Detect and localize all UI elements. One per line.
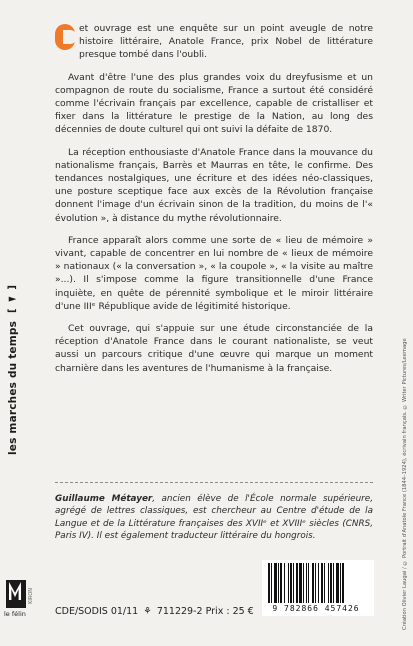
blurb-paragraph: et ouvrage est une enquête sur un point aveugle de notre histoire littéraire, Anatole France, prix Nobel de littérature presque tombé dans l'oubli. [55,22,373,62]
distribution-symbol-icon: ⚘ [143,606,152,617]
publisher-sub: KIRON [28,588,34,604]
blurb-paragraph: France apparaît alors comme une sorte de « lieu de mémoire » vivant, capable de concentrer en lui nombre de « lieux de mémoire » nationaux (« la conversation », « la coupole », « la visite au maître »...). Il s'impose comme la figure transitionnelle d'une France inquiète, en quête de pérennité symbolique et le miroir littéraire d'une IIIᵉ République avide de légitimité historique. [55,234,373,312]
distribution-line [55,606,254,617]
blurb-paragraph: Cet ouvrage, qui s'appuie sur une étude circonstanciée de la réception d'Anatole France dans le courant nationaliste, se veut aussi un parcours critique d'une œuvre qui marque un moment charnière dans les aventures de l'humanisme à la française. [55,323,373,374]
blurb-column [55,22,373,375]
distribution-code: CDE/SODIS 01/11 [55,606,139,617]
price: Prix : 25 € [205,606,254,617]
publisher-logo [4,580,34,622]
isbn-number: 9 782866 457426 [272,604,360,613]
publisher-name: le félin [4,610,26,618]
photo-credit: Création Olivier Laugai / © Portrait d'Anatole France (1844–1924), écrivain français. © Writer Pictures/Leemage [402,338,408,630]
series-arrow-icon: [ ◄ ] [7,284,18,314]
divider [55,482,373,483]
author-bio-text: , ancien élève de l'École normale supérieure, agrégé de lettres classiques, est chercheur au Centre d'étude de la Langue et de la Littérature françaises des XVIIᵉ et XVIIIᵉ siècles (CNRS, Paris IV). Il est également traducteur littéraire du hongrois. [55,494,373,542]
author-bio [55,493,373,543]
series-title [6,255,20,455]
series-name: les marches du temps [7,320,19,455]
blurb-paragraph: Avant d'être l'une des plus grandes voix du dreyfusisme et un compagnon de route du socialisme, France a surtout été considéré comme l'écrivain français par excellence, capable de cristalliser et fixer dans la littérature le prestige de la Nation, au long des décennies de doute culturel qui ont suivi la défaite de 1870. [55,71,373,136]
author-name: Guillaume Métayer [55,494,153,504]
dropcap-c-icon [55,24,75,50]
blurb-paragraph: La réception enthousiaste d'Anatole France dans la mouvance du nationalisme français, Barrès et Maurras en tête, le confirme. Des tendances nostalgiques, une écriture et des idées néo-classiques, une posture sceptique face aux excès de la Révolution française donnent l'image d'un écrivain sinon de la tradition, du moins de l'« évolution », à distance du mythe révolutionnaire. [55,146,373,224]
product-ref: 711229-2 [156,606,203,617]
barcode-bars-icon [268,563,368,603]
